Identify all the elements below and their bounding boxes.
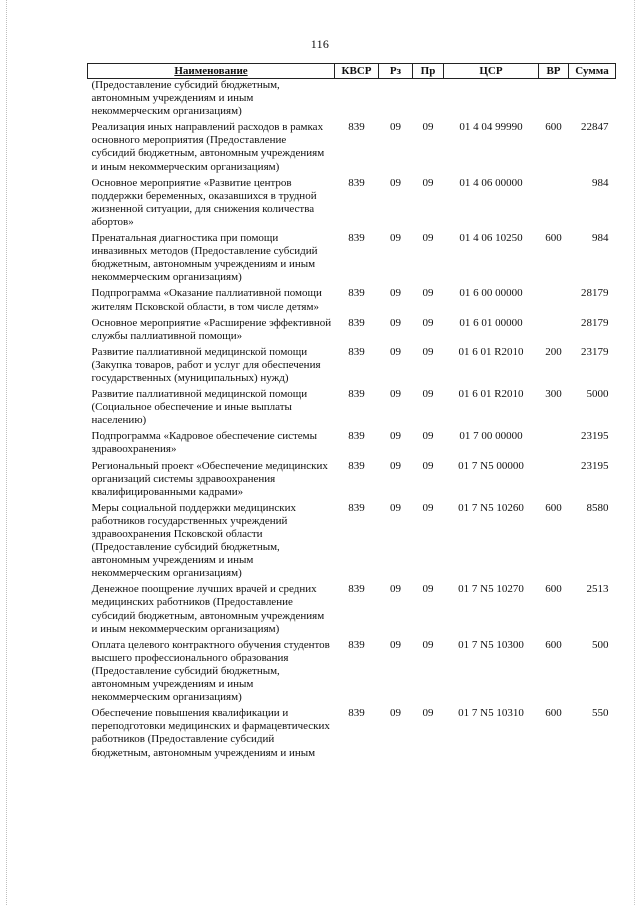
cell-pr: 09 xyxy=(422,388,434,401)
cell-csr: 01 4 06 10250 xyxy=(459,232,523,245)
cell-pr: 09 xyxy=(422,121,434,134)
cell-sum: 8580 xyxy=(586,501,609,514)
budget-table xyxy=(87,63,616,760)
cell-vr xyxy=(539,457,569,499)
cell-csr: 01 6 01 R2010 xyxy=(458,388,524,401)
cell-name: Реализация иных направлений расходов в рамках основного мероприятия (Предоставление субсидий бюджетным, автономным учреждениям и иным некоммерческим организациям) xyxy=(91,121,325,173)
cell-vr: 600 xyxy=(545,707,562,720)
cell-kvsr xyxy=(335,79,379,119)
cell-vr xyxy=(539,314,569,343)
cell-csr: 01 6 00 00000 xyxy=(459,287,523,300)
cell-pr: 09 xyxy=(422,176,434,189)
cell-pr xyxy=(413,79,444,119)
cell-name: Основное мероприятие «Развитие центров поддержки беременных, оказавшихся в трудной жизненной ситуации, для снижения количества абортов» xyxy=(91,176,317,228)
cell-vr xyxy=(539,427,569,456)
cell-vr: 600 xyxy=(545,583,562,596)
table-header xyxy=(88,64,616,79)
cell-name: (Предоставление субсидий бюджетным, автономным учреждениям и иным некоммерческим организациям) xyxy=(91,79,280,118)
cell-sum: 23195 xyxy=(581,459,609,472)
cell-name: Оплата целевого контрактного обучения студентов высшего профессионального образования (Предоставление субсидий бюджетным, автономным учреждениям и иным некоммерческим организациям) xyxy=(91,638,330,704)
cell-kvsr: 839 xyxy=(348,388,365,401)
cell-kvsr: 839 xyxy=(348,430,365,443)
header-kvsr: КВСР xyxy=(335,64,379,79)
cell-kvsr: 839 xyxy=(348,287,365,300)
scan-edge-left xyxy=(6,0,8,905)
cell-csr xyxy=(444,79,539,119)
cell-kvsr: 839 xyxy=(348,316,365,329)
cell-sum: 2513 xyxy=(586,583,609,596)
table-row xyxy=(88,314,616,343)
budget-table-container xyxy=(87,63,615,760)
cell-name: Меры социальной поддержки медицинских работников государственных учреждений здравоохранения Псковской области (Предоставление субсидий бюджетным, автономным учреждениям и иным некоммерческим организациям) xyxy=(91,501,297,580)
table-row xyxy=(88,229,616,284)
cell-pr: 09 xyxy=(422,316,434,329)
cell-pr: 09 xyxy=(422,287,434,300)
cell-sum: 28179 xyxy=(581,287,609,300)
cell-sum: 22847 xyxy=(581,121,609,134)
cell-vr: 200 xyxy=(545,345,562,358)
cell-name: Основное мероприятие «Расширение эффективной службы паллиативной помощи» xyxy=(91,316,332,342)
table-row xyxy=(88,118,616,173)
cell-csr: 01 7 N5 00000 xyxy=(458,459,524,472)
cell-kvsr: 839 xyxy=(348,232,365,245)
cell-kvsr: 839 xyxy=(348,583,365,596)
cell-name: Обеспечение повышения квалификации и переподготовки медицинских и фармацевтических работников (Предоставление субсидий бюджетным, автономным учреждениям и иным xyxy=(91,707,330,759)
cell-rz: 09 xyxy=(390,345,401,358)
cell-name: Развитие паллиативной медицинской помощи (Социальное обеспечение и иные выплаты населению) xyxy=(91,388,308,427)
table-row xyxy=(88,79,616,119)
cell-vr xyxy=(539,79,569,119)
cell-rz: 09 xyxy=(390,388,401,401)
cell-sum: 984 xyxy=(592,232,609,245)
cell-rz: 09 xyxy=(390,638,401,651)
cell-sum xyxy=(569,79,616,119)
header-vr: ВР xyxy=(539,64,569,79)
cell-rz xyxy=(379,79,413,119)
cell-csr: 01 4 06 00000 xyxy=(459,176,523,189)
cell-csr: 01 7 N5 10260 xyxy=(458,501,524,514)
cell-vr: 600 xyxy=(545,638,562,651)
cell-pr: 09 xyxy=(422,501,434,514)
cell-name: Региональный проект «Обеспечение медицинских организаций системы здравоохранения квалифицированными кадрами» xyxy=(91,459,328,498)
cell-rz: 09 xyxy=(390,176,401,189)
cell-pr: 09 xyxy=(422,638,434,651)
cell-csr: 01 7 N5 10310 xyxy=(458,707,524,720)
cell-rz: 09 xyxy=(390,232,401,245)
cell-kvsr: 839 xyxy=(348,459,365,472)
table-row xyxy=(88,427,616,456)
cell-vr: 600 xyxy=(545,501,562,514)
cell-csr: 01 7 00 00000 xyxy=(459,430,523,443)
table-row xyxy=(88,636,616,704)
cell-pr: 09 xyxy=(422,430,434,443)
cell-pr: 09 xyxy=(422,707,434,720)
table-row xyxy=(88,284,616,313)
cell-name: Подпрограмма «Кадровое обеспечение системы здравоохранения» xyxy=(91,430,318,456)
cell-rz: 09 xyxy=(390,459,401,472)
cell-sum: 5000 xyxy=(586,388,609,401)
table-row xyxy=(88,174,616,229)
cell-pr: 09 xyxy=(422,232,434,245)
cell-rz: 09 xyxy=(390,583,401,596)
table-row xyxy=(88,385,616,427)
table-row xyxy=(88,499,616,581)
cell-sum: 28179 xyxy=(581,316,609,329)
cell-kvsr: 839 xyxy=(348,176,365,189)
cell-sum: 23179 xyxy=(581,345,609,358)
header-rz: Рз xyxy=(379,64,413,79)
cell-csr: 01 6 01 00000 xyxy=(459,316,523,329)
cell-name: Пренатальная диагностика при помощи инвазивных методов (Предоставление субсидий бюджетным, автономным учреждениям и иным некоммерческим организациям) xyxy=(91,232,318,284)
cell-sum: 550 xyxy=(592,707,609,720)
cell-csr: 01 6 01 R2010 xyxy=(458,345,524,358)
cell-kvsr: 839 xyxy=(348,638,365,651)
cell-vr xyxy=(539,284,569,313)
scan-edge-right xyxy=(634,0,636,905)
cell-name: Подпрограмма «Оказание паллиативной помощи жителям Псковской области, в том числе детям» xyxy=(91,287,322,313)
cell-pr: 09 xyxy=(422,459,434,472)
table-header-row xyxy=(88,64,616,79)
cell-csr: 01 7 N5 10300 xyxy=(458,638,524,651)
page-number: 116 xyxy=(310,37,330,51)
cell-pr: 09 xyxy=(422,583,434,596)
cell-sum: 984 xyxy=(592,176,609,189)
cell-rz: 09 xyxy=(390,287,401,300)
cell-name: Денежное поощрение лучших врачей и средних медицинских работников (Предоставление субсидий бюджетным, автономным учреждениям и иным некоммерческим организациям) xyxy=(91,583,325,635)
cell-rz: 09 xyxy=(390,316,401,329)
cell-pr: 09 xyxy=(422,345,434,358)
cell-vr xyxy=(539,174,569,229)
header-name: Наименование xyxy=(88,64,335,79)
cell-rz: 09 xyxy=(390,707,401,720)
header-pr: Пр xyxy=(413,64,444,79)
cell-csr: 01 7 N5 10270 xyxy=(458,583,524,596)
table-body xyxy=(88,79,616,760)
header-sum: Сумма xyxy=(569,64,616,79)
cell-kvsr: 839 xyxy=(348,121,365,134)
table-row xyxy=(88,457,616,499)
header-csr: ЦСР xyxy=(444,64,539,79)
table-row xyxy=(88,343,616,385)
cell-vr: 600 xyxy=(545,121,562,134)
cell-sum: 23195 xyxy=(581,430,609,443)
cell-sum: 500 xyxy=(592,638,609,651)
cell-rz: 09 xyxy=(390,501,401,514)
cell-rz: 09 xyxy=(390,121,401,134)
cell-kvsr: 839 xyxy=(348,501,365,514)
cell-vr: 600 xyxy=(545,232,562,245)
table-row xyxy=(88,580,616,635)
cell-kvsr: 839 xyxy=(348,345,365,358)
cell-kvsr: 839 xyxy=(348,707,365,720)
cell-name: Развитие паллиативной медицинской помощи (Закупка товаров, работ и услуг для обеспечения государственных (муниципальных) нужд) xyxy=(91,345,321,384)
table-row xyxy=(88,704,616,759)
cell-rz: 09 xyxy=(390,430,401,443)
cell-vr: 300 xyxy=(545,388,562,401)
cell-csr: 01 4 04 99990 xyxy=(459,121,523,134)
